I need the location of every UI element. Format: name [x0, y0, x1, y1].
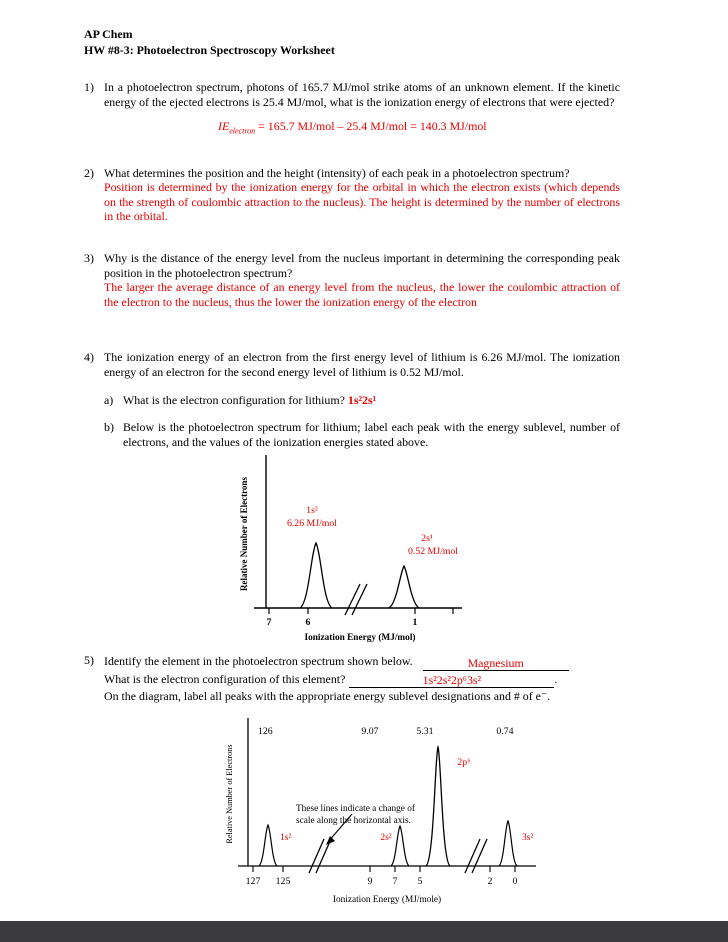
tick-label-1: 1 — [412, 617, 418, 629]
ie-variable: IE — [218, 119, 230, 134]
peak-2p-label: 2p⁶ — [457, 756, 471, 768]
peak-2s-label: 2s¹ — [421, 533, 433, 545]
question-4a-answer: 1s²2s¹ — [347, 392, 377, 407]
question-3-answer: The larger the average distance of an energy level from the nucleus, the lower the coulombic attraction of the electron to the nucleus, thus the lower the ionization energy of the electron — [104, 280, 620, 309]
peak-1s-label: 1s² — [306, 505, 318, 517]
lithium-spectrum-chart — [238, 452, 478, 644]
question-2-number: 2) — [84, 165, 94, 180]
y-axis-label: Relative Number of Electrons — [225, 744, 234, 844]
peak-1s-label: 1s² — [280, 832, 292, 843]
worksheet-title: HW #8-3: Photoelectron Spectroscopy Worksheet — [84, 43, 335, 57]
tick-label-127: 127 — [245, 875, 261, 887]
question-1-answer — [218, 119, 620, 138]
question-5 — [84, 653, 620, 906]
question-1-text: In a photoelectron spectrum, photons of 165.7 MJ/mol strike atoms of an unknown element. If the kinetic energy of the ejected electrons is 25.4 MJ/mol, what is the ionization energy of electrons that were ejected? — [104, 80, 620, 109]
axis-break — [345, 584, 367, 615]
x-ticks — [269, 608, 453, 614]
peak-1s-energy: 6.26 MJ/mol — [286, 518, 338, 530]
tick-label-7: 7 — [392, 875, 398, 887]
tick-label-0: 0 — [512, 875, 518, 887]
question-3 — [84, 251, 620, 309]
question-3-number: 3) — [84, 250, 94, 265]
peak-2s — [389, 566, 419, 608]
peak-2s — [391, 826, 409, 866]
question-4b-text: Below is the photoelectron spectrum for lithium; label each peak with the energy sublevel, number of electrons, and the values of the ionization energies stated above. — [123, 420, 620, 449]
question-4a-text: What is the electron configuration for lithium? — [123, 392, 345, 407]
x-axis-label: Ionization Energy (MJ/mol) — [304, 633, 416, 644]
tick-label-125: 125 — [275, 875, 291, 887]
svg-text:scale along the horizontal axi: scale along the horizontal axis. — [296, 815, 411, 826]
ie-equation: = 165.7 MJ/mol – 25.4 MJ/mol = 140.3 MJ/mol — [255, 119, 487, 134]
peak-2s-label: 2s² — [380, 832, 392, 843]
question-4-number: 4) — [84, 350, 94, 365]
question-4 — [84, 350, 620, 644]
peak-3s-label: 3s² — [522, 832, 534, 843]
question-5-number: 5) — [84, 653, 94, 668]
question-5-line2-suffix: . — [554, 671, 558, 686]
value-0-74: 0.74 — [496, 725, 514, 737]
question-1-number: 1) — [84, 80, 94, 94]
tick-label-6: 6 — [305, 617, 311, 629]
peak-1s — [259, 825, 277, 866]
ie-subscript: electron — [229, 126, 256, 136]
x-axis-label: Ionization Energy (MJ/mole) — [332, 894, 442, 905]
axis-break-2 — [465, 839, 487, 873]
tick-label-5: 5 — [417, 875, 423, 887]
question-4a — [104, 393, 620, 408]
question-5-line1: Identify the element in the photoelectron spectrum shown below. — [104, 654, 413, 669]
question-3-text: Why is the distance of the energy level from the nucleus important in determining the corresponding peak position in the photoelectron spectrum? — [104, 250, 620, 280]
question-5-blank-element: Magnesium — [423, 656, 569, 671]
value-126: 126 — [258, 725, 273, 737]
top-ionization-values — [258, 726, 514, 737]
question-2-answer: Position is determined by the ionization energy for the orbital in which the electron exists (which depends on the strength of coulombic attraction to the nucleus). The height is determined by the number of electrons in the orbital. — [104, 180, 620, 224]
question-4-text: The ionization energy of an electron from the first energy level of lithium is 6.26 MJ/mol. The ionization energy of an electron for the second energy level of lithium is 0.52 MJ/mol. — [104, 350, 620, 379]
value-5-31: 5.31 — [416, 725, 434, 737]
question-5-blank-configuration: 1s²2s²2p⁶3s² — [349, 673, 554, 688]
question-4a-label: a) — [104, 392, 114, 407]
question-2 — [84, 166, 620, 224]
question-4b — [104, 420, 620, 449]
question-1 — [84, 80, 620, 139]
question-4b-label: b) — [104, 420, 114, 435]
question-5-line3: On the diagram, label all peaks with the appropriate energy sublevel designations and # of e⁻. — [104, 689, 551, 704]
footer-bar — [0, 921, 728, 942]
peak-1s — [300, 543, 332, 608]
peak-2s-energy: 0.52 MJ/mol — [407, 546, 459, 558]
magnesium-spectrum-chart — [224, 714, 564, 906]
scale-change-annotation — [296, 803, 416, 826]
tick-label-7: 7 — [266, 617, 272, 629]
peak-3s — [499, 821, 517, 866]
course-title: AP Chem — [84, 27, 133, 41]
y-axis-label: Relative Number of Electrons — [239, 477, 249, 592]
question-5-line2: What is the electron configuration of this element? — [104, 671, 346, 686]
svg-text:These lines indicate a change: These lines indicate a change of — [296, 803, 415, 814]
tick-label-2: 2 — [487, 875, 493, 887]
document-header — [84, 26, 620, 58]
x-ticks — [253, 866, 515, 872]
peak-2p — [426, 747, 450, 866]
tick-label-9: 9 — [367, 875, 373, 887]
question-2-text: What determines the position and the height (intensity) of each peak in a photoelectron spectrum? — [104, 165, 570, 180]
value-9-07: 9.07 — [361, 725, 379, 737]
